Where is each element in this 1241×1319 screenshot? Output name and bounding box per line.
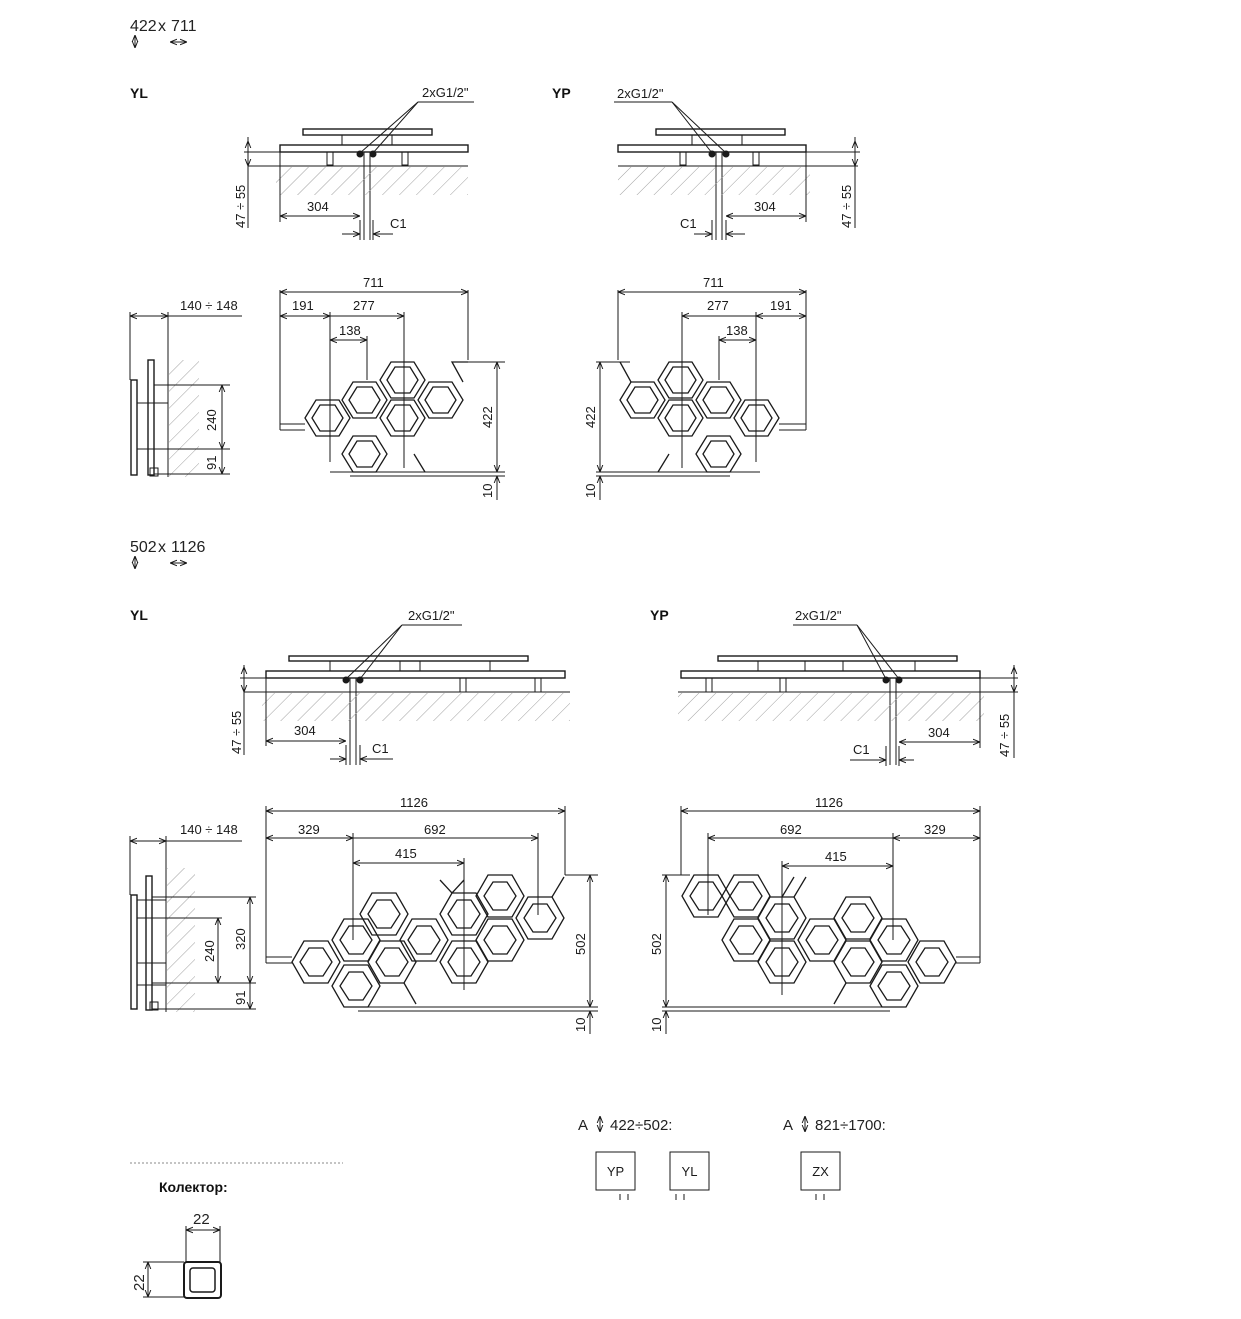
front-view-yp-large <box>649 795 980 1034</box>
total-width-dim: 711 <box>703 275 724 290</box>
range-large: 821÷1700: <box>815 1117 886 1134</box>
bottom-dim: 10 <box>480 483 495 498</box>
inner-dim: 138 <box>339 323 361 338</box>
front-view-yl-large <box>266 795 598 1034</box>
height-dim: 422 <box>583 406 598 428</box>
c1-dim: C1 <box>680 216 697 231</box>
honeycomb-small-yl <box>280 362 468 472</box>
front-view-yl-small <box>280 275 505 500</box>
bottom-dim: 10 <box>649 1017 664 1032</box>
top-view-yl-small <box>130 85 474 240</box>
collector-section <box>130 1163 343 1298</box>
side-dim: 191 <box>770 298 792 313</box>
honeycomb-small-yp <box>620 362 806 472</box>
option-box-zx <box>801 1152 840 1200</box>
bracket-dim: 240 <box>204 409 219 431</box>
connection-options <box>578 1116 886 1200</box>
side-dim: 329 <box>924 822 946 837</box>
c1-dim: C1 <box>372 741 389 756</box>
offset-dim: 304 <box>294 723 316 738</box>
size-width-large: 1126 <box>171 539 206 556</box>
wall-gap-dim: 47 ÷ 55 <box>997 713 1012 757</box>
variant-label-yl: YL <box>130 85 148 101</box>
wall-gap-dim: 47 ÷ 55 <box>839 184 854 228</box>
variant-label-yl: YL <box>130 607 148 623</box>
total-width-dim: 711 <box>363 275 384 290</box>
offset-dim: 304 <box>754 199 776 214</box>
variant-label-yp: YP <box>552 85 571 101</box>
size-header-small <box>130 18 197 48</box>
top-view-yp-large <box>650 607 1018 766</box>
total-width-dim: 1126 <box>400 795 428 810</box>
option-box-label: YP <box>606 1164 625 1179</box>
side-view-large <box>130 822 256 1012</box>
height-dim: 502 <box>649 933 664 955</box>
collector-height: 22 <box>131 1274 148 1291</box>
inner-dim: 415 <box>395 846 417 861</box>
collector-width: 22 <box>193 1211 210 1228</box>
wall-gap-dim: 47 ÷ 55 <box>229 710 244 754</box>
range-small: 422÷502: <box>610 1117 673 1134</box>
wall-gap-dim: 47 ÷ 55 <box>233 184 248 228</box>
low-dim: 91 <box>204 455 219 470</box>
side-dim: 191 <box>292 298 314 313</box>
top-view-yp-small <box>552 85 860 240</box>
front-view-yp-small <box>583 275 806 500</box>
bracket-outer-dim: 320 <box>233 928 248 950</box>
top-view-yl-large <box>130 607 570 765</box>
size-height-small: 422 <box>130 18 157 35</box>
c1-dim: C1 <box>390 216 407 231</box>
height-dim: 422 <box>480 406 495 428</box>
size-x-separator: x <box>158 18 166 35</box>
height-dim: 502 <box>573 933 588 955</box>
size-header-large <box>130 539 206 569</box>
option-box-yp <box>596 1152 635 1200</box>
span-dim: 277 <box>707 298 729 313</box>
depth-dim: 140 ÷ 148 <box>180 298 238 313</box>
option-box-yl <box>670 1152 709 1200</box>
connection-label: 2xG1/2" <box>617 86 664 101</box>
collector-label: Колектор: <box>159 1179 228 1195</box>
inner-dim: 415 <box>825 849 847 864</box>
honeycomb-large-yl <box>266 875 564 1007</box>
connection-label: 2xG1/2" <box>422 85 469 100</box>
span-dim: 692 <box>780 822 802 837</box>
bottom-dim: 10 <box>573 1017 588 1032</box>
connection-label: 2xG1/2" <box>408 608 455 623</box>
size-width-small: 711 <box>171 18 197 35</box>
option-box-label: ZX <box>812 1164 829 1179</box>
offset-dim: 304 <box>307 199 329 214</box>
c1-dim: C1 <box>853 742 870 757</box>
size-height-large: 502 <box>130 539 157 556</box>
bracket-dim: 240 <box>202 940 217 962</box>
total-width-dim: 1126 <box>815 795 843 810</box>
low-dim: 91 <box>233 990 248 1005</box>
inner-dim: 138 <box>726 323 748 338</box>
span-dim: 692 <box>424 822 446 837</box>
connection-label: 2xG1/2" <box>795 608 842 623</box>
offset-dim: 304 <box>928 725 950 740</box>
side-view-small <box>130 298 242 477</box>
range-prefix: A <box>783 1117 794 1134</box>
range-prefix: A <box>578 1117 589 1134</box>
span-dim: 277 <box>353 298 375 313</box>
honeycomb-large-yp <box>682 875 980 1007</box>
option-box-label: YL <box>681 1164 698 1179</box>
size-x-separator: x <box>158 539 166 556</box>
side-dim: 329 <box>298 822 320 837</box>
variant-label-yp: YP <box>650 607 669 623</box>
depth-dim: 140 ÷ 148 <box>180 822 238 837</box>
bottom-dim: 10 <box>583 483 598 498</box>
